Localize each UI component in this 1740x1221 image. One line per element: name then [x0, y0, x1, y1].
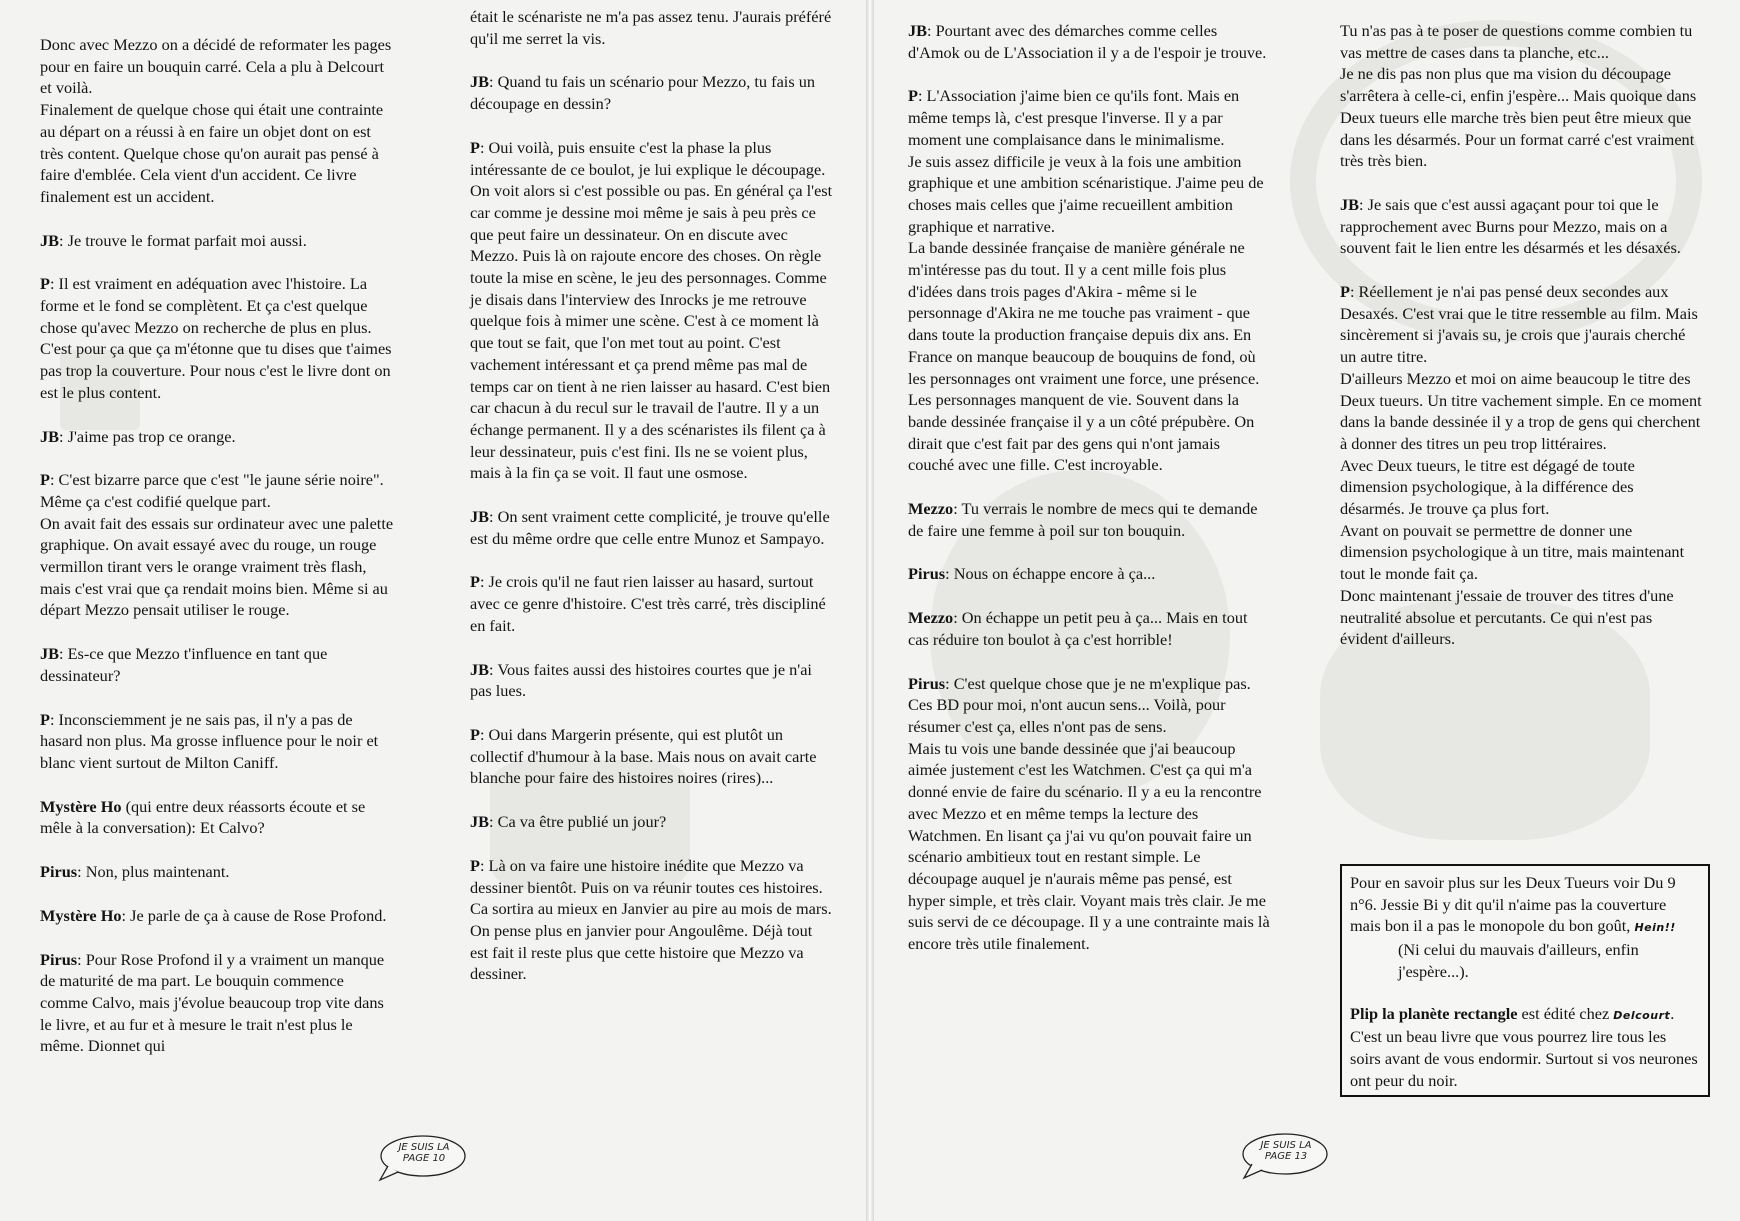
paragraph: JB: Ca va être publié un jour?: [470, 812, 667, 832]
paragraph: JB: Es-ce que Mezzo t'influence en tant que dessinateur?: [40, 644, 328, 685]
book-gutter: [866, 0, 874, 1221]
paragraph: Mystère Ho (qui entre deux réassorts écoute et se mêle à la conversation): Et Calvo?: [40, 796, 366, 838]
page-number-bubble: [378, 1132, 468, 1184]
paragraph: JB: Pourtant avec des démarches comme celles d'Amok ou de L'Association il y a de l'espoir je trouve.: [908, 21, 1267, 62]
paragraph: P: C'est bizarre parce que c'est "le jaune série noire". Même ça c'est codifié quelque part. On avait fait des essais sur ordinateur avec une palette graphique. On avait essayé avec du rouge, un rouge vermillon tirant vers le orange vraiment très flash, mais c'est vrai que ça rendait moins bien. Même si au départ Mezzo pensait utiliser le rouge.: [40, 470, 394, 620]
page-number-bubble: [1240, 1130, 1330, 1182]
text-column-4: [1340, 20, 1702, 672]
paragraph: Mystère Ho: Je parle de ça à cause de Rose Profond.: [40, 905, 387, 925]
paragraph: JB: Vous faites aussi des histoires courtes que je n'ai pas lues.: [470, 659, 812, 701]
paragraph: P: Réellement je n'ai pas pensé deux secondes aux Desaxés. C'est vrai que le titre ressemble au film. Mais sincèrement si j'avais su, je crois que j'aurais cherché un autre titre. D'ailleurs Mezzo et moi on aime beaucoup le titre des Deux tueurs. Un titre vachement simple. En ce moment dans la bande dessinée il y a trop de gens qui cherchent à donner des titres un peu trop littéraires. Avec Deux tueurs, le titre est dégagé de toute dimension psychologique, à la différence des désarmés. Je trouve ça plus fort. Avant on pouvait se permettre de donner une dimension psychologique à un titre, mais maintenant tout le monde fait ça. Donc maintenant j'essaie de trouver des titres d'une neutralité absolue et percutants. Ce qui n'est pas évident d'ailleurs.: [1340, 282, 1702, 649]
text-column-1: [40, 34, 395, 1079]
paragraph: P: Oui dans Margerin présente, qui est plutôt un collectif d'humour à la base. Mais nous on avait carte blanche pour faire des histoires noires (rires)...: [470, 724, 817, 788]
paragraph: Mezzo: On échappe un petit peu à ça... Mais en tout cas réduire ton boulot à ça c'est horrible!: [908, 608, 1248, 649]
paragraph: Pirus: C'est quelque chose que je ne m'explique pas. Ces BD pour moi, n'ont aucun sens... Voilà, pour résumer c'est ça, elles n'ont pas de sens. Mais tu vois une bande dessinée que j'ai beaucoup aimée justement c'est les Watchmen. C'est ça qui m'a donné envie de faire du scénario. Il y a eu la rencontre avec Mezzo et en même temps la lecture des Watchmen. En lisant ça j'ai vu qu'on pouvait faire un scénario ambitieux tout en restant simple. Le découpage auquel je n'aurais même pas pensé, est hyper simple, et très clair. Voyant mais très clair. Je me suis servi de ce découpage. Il y a une contrainte mais là encore très utile finalement.: [908, 673, 1270, 954]
paragraph: JB: Je trouve le format parfait moi aussi.: [40, 230, 307, 250]
page-number-text: JE SUIS LA PAGE 13: [1260, 1140, 1312, 1162]
paragraph: JB: Je sais que c'est aussi agaçant pour toi que le rapprochement avec Burns pour Mezzo, mais on a souvent fait le lien entre les désarmés et les désaxés.: [1340, 194, 1681, 258]
paragraph: Pirus: Pour Rose Profond il y a vraiment un manque de maturité de ma part. Le bouquin commence comme Calvo, mais j'évolue beaucoup trop vite dans le livre, et au fur et à mesure le trait n'est plus le même. Dionnet qui: [40, 949, 385, 1056]
paragraph: Donc avec Mezzo on a décidé de reformater les pages pour en faire un bouquin carré. Cela a plu à Delcourt et voilà. Finalement de quelque chose qui était une contrainte au départ on a réussi à en faire un objet dont on est très content. Quelque chose qu'on aurait pas pensé à faire d'emblée. Cela vient d'un accident. Ce livre finalement est un accident.: [40, 35, 392, 206]
paragraph: Pirus: Nous on échappe encore à ça...: [908, 564, 1156, 584]
info-box: [1340, 864, 1710, 1097]
info-box-paragraph: Plip la planète rectangle est édité chez Delcourt. C'est un beau livre que vous pourrez lire tous les soirs avant de vous endormir. Surtout si vos neurones ont peur du noir.: [1350, 1003, 1698, 1090]
paragraph: P: Je crois qu'il ne faut rien laisser au hasard, surtout avec ce genre d'histoire. C'est très carré, très discipliné en fait.: [470, 572, 826, 635]
page-number-text: JE SUIS LA PAGE 10: [398, 1142, 450, 1164]
info-box-paragraph: Pour en savoir plus sur les Deux Tueurs voir Du 9 n°6. Jessie Bi y dit qu'il n'aime pas la couverture mais bon il a pas le monopole du bon goût, Hein!! (Ni celui du mauvais d'ailleurs, enfin j'espère...).: [1350, 873, 1676, 981]
paragraph: Tu n'as pas à te poser de questions comme combien tu vas mettre de cases dans ta planche, etc... Je ne dis pas non plus que ma vision du découpage s'arrêtera à celle-ci, enfin j'espère... Mais quoique dans Deux tueurs elle marche très bien peut être mieux que dans les désarmés. Pour un format carré c'est vraiment très très bien.: [1340, 21, 1697, 171]
paragraph: Pirus: Non, plus maintenant.: [40, 862, 230, 882]
paragraph: P: L'Association j'aime bien ce qu'ils font. Mais en même temps là, c'est presque l'inverse. Il y a par moment une complaisance dans le minimalisme. Je suis assez difficile je veux à la fois une ambition graphique et une ambition scénaristique. J'aime peu de choses mais celles que j'aime recueillent ambition graphique et narrative. La bande dessinée française de manière générale ne m'intéresse pas du tout. Il y a cent mille fois plus d'idées dans trois pages d'Akira - même si le personnage d'Akira ne me touche pas vraiment - que dans toute la production française depuis dix ans. En France on manque beaucoup de bouquins de fond, où les personnages ont vraiment une force, une présence. Les personnages manquent de vie. Souvent dans la bande dessinée française il y a un côté prépubère. On dirait que c'est fait par des gens qui n'ont jamais couché avec une fille. C'est incroyable.: [908, 86, 1264, 475]
paragraph: P: Là on va faire une histoire inédite que Mezzo va dessiner bientôt. Puis on va réunir toutes ces histoires. Ca sortira au mieux en Janvier au pire au mois de mars. On pense plus en janvier pour Angoulême. Déjà tout est fait il reste plus que cette histoire que Mezzo va dessiner.: [470, 855, 832, 984]
paragraph: P: Il est vraiment en adéquation avec l'histoire. La forme et le fond se complètent. Et ça c'est quelque chose qu'avec Mezzo on recherche de plus en plus. C'est pour ça que ça m'étonne que tu dises que t'aimes pas trop la couverture. Pour nous c'est le livre dont on est le plus content.: [40, 274, 392, 402]
text-column-2: [470, 6, 833, 1007]
paragraph: Mezzo: Tu verrais le nombre de mecs qui te demande de faire une femme à poil sur ton bouquin.: [908, 499, 1258, 540]
paragraph: était le scénariste ne m'a pas assez tenu. J'aurais préféré qu'il me serret la vis.: [470, 7, 832, 48]
paragraph: P: Inconsciemment je ne sais pas, il n'y a pas de hasard non plus. Ma grosse influence pour le noir et blanc vient surtout de Milton Caniff.: [40, 709, 379, 772]
paragraph: JB: On sent vraiment cette complicité, je trouve qu'elle est du même ordre que celle entre Munoz et Sampayo.: [470, 507, 830, 548]
text-column-3: [908, 20, 1270, 977]
paragraph: JB: J'aime pas trop ce orange.: [40, 426, 236, 446]
paragraph: P: Oui voilà, puis ensuite c'est la phase la plus intéressante de ce boulot, je lui explique le découpage. On voit alors si c'est possible ou pas. En général ça l'est car comme je dessine moi même je sais à peu près ce que peut faire un dessinateur. On en discute avec Mezzo. Puis là on rajoute encore des choses. On règle toute la mise en scène, le jeu des personnages. Comme je disais dans l'interview des Inrocks je me retrouve quelque fois à mimer une scène. C'est à ce moment là que tout se fait, que l'on met tout au point. C'est vachement intéressant et ça prend même pas mal de temps car on tient à ne rien laisser au hasard. C'est bien car chacun à du recul sur le travail de l'autre. Il y a un échange permanent. Il y a des scénaristes ils filent ça à leur dessinateur, puis c'est fini. Ils ne se voient plus, mais à la fin ça se voit. Il faut une osmose.: [470, 137, 833, 483]
paragraph: JB: Quand tu fais un scénario pour Mezzo, tu fais un découpage en dessin?: [470, 72, 816, 114]
